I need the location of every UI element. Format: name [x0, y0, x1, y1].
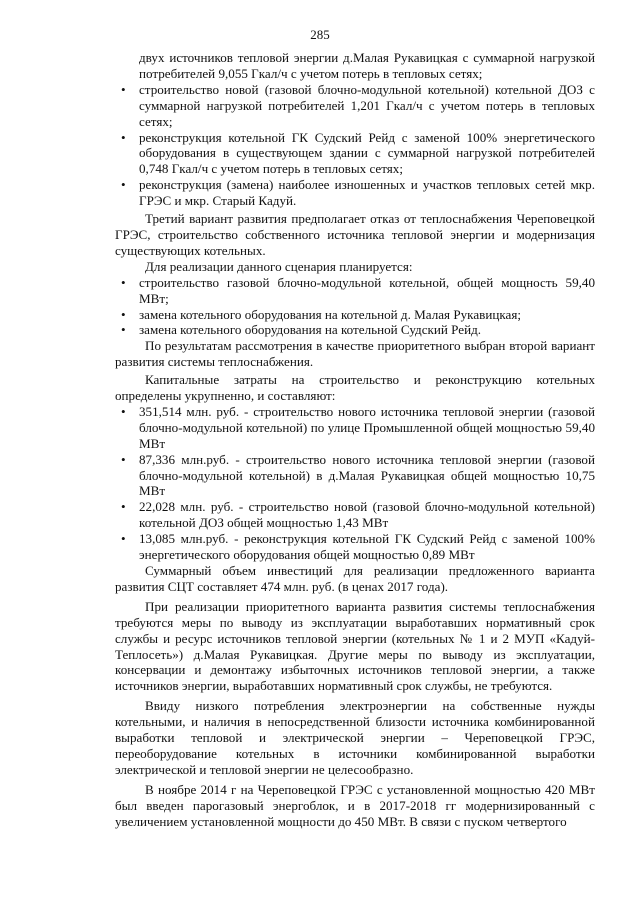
page-number: 285 [310, 27, 330, 42]
paragraph-continuation: двух источников тепловой энергии д.Малая Рукавицкая с суммарной нагрузкой потребителей 9,055 Гкал/ч с учетом потерь в тепловых сетях; [139, 50, 595, 81]
list-item: • реконструкция (замена) наиболее изношенных и участков тепловых сетей мкр. ГРЭС и мкр. Старый Кадуй. [115, 177, 595, 209]
list-item: • замена котельного оборудования на котельной д. Малая Рукавицкая; [115, 307, 595, 323]
list-item: • замена котельного оборудования на котельной Судский Рейд. [115, 322, 595, 338]
bullet-list-plan [115, 275, 595, 339]
paragraph-plan-intro: Для реализации данного сценария планируется: [145, 258, 413, 274]
paragraph-capex: Капитальные затраты на строительство и реконструкцию котельных определены укрупненно, и составляют: [115, 372, 595, 404]
document-body [115, 50, 595, 830]
bullet-list-capex [115, 404, 595, 563]
paragraph-result: По результатам рассмотрения в качестве приоритетного выбран второй вариант развития системы теплоснабжения. [115, 338, 595, 370]
list-item: • 13,085 млн.руб. - реконструкция котельной ГК Судский Рейд с заменой 100% энергетического оборудования общей мощностью 0,89 МВт [115, 531, 595, 563]
list-item: • реконструкция котельной ГК Судский Рейд с заменой 100% энергетического оборудования в существующем здании с суммарной нагрузкой потребителей 0,748 Гкал/ч с учетом потерь в тепловых сетях; [115, 130, 595, 178]
paragraph-priority-measures: При реализации приоритетного варианта развития системы теплоснабжения требуются меры по выводу из эксплуатации выработавших нормативный срок службы и ресурс источников тепловой энергии (котельных № 1 и 2 МУП «Кадуй-Теплосеть») д.Малая Рукавицкая. Другие меры по выводу из эксплуатации, консервации и демонтажу избыточных источников тепловой энергии, а также источников энергии, выработавших нормативный срок службы, не требуются. [115, 598, 595, 694]
list-item: • 351,514 млн. руб. - строительство нового источника тепловой энергии (газовой блочно-модульной котельной) по улице Промышленной общей мощностью 59,40 МВт [115, 404, 595, 452]
list-item: • строительство новой (газовой блочно-модульной котельной) котельной ДОЗ с суммарной нагрузкой потребителей 1,201 Гкал/ч с учетом потерь в тепловых сетях; [115, 82, 595, 130]
paragraph-low-consumption: Ввиду низкого потребления электроэнергии на собственные нужды котельными, и наличия в непосредственной близости источника комбинированной выработки тепловой и электрической энергии – Череповецкой ГРЭС, переоборудование котельных в источники комбинированной выработки электрической и тепловой энергии не целесообразно. [115, 698, 595, 777]
list-item: • 87,336 млн.руб. - строительство нового источника тепловой энергии (газовой блочно-модульной котельной) в д.Малая Рукавицкая общей мощностью 10,75 МВт [115, 452, 595, 500]
list-item: • строительство газовой блочно-модульной котельной, общей мощность 59,40 МВт; [115, 275, 595, 307]
bullet-list-options [115, 82, 595, 209]
list-item: • 22,028 млн. руб. - строительство новой (газовой блочно-модульной котельной) котельной ДОЗ общей мощностью 1,43 МВт [115, 499, 595, 531]
paragraph-third-option: Третий вариант развития предполагает отказ от теплоснабжения Череповецкой ГРЭС, строительство собственного источника тепловой энергии и модернизация существующих котельных. [115, 211, 595, 258]
paragraph-total-investment: Суммарный объем инвестиций для реализации предложенного варианта развития СЦТ составляет 474 млн. руб. (в ценах 2017 года). [115, 563, 595, 594]
paragraph-november-2014: В ноябре 2014 г на Череповецкой ГРЭС с установленной мощностью 420 МВт был введен парогазовый энергоблок, и в 2017-2018 гг модернизированный с увеличением установленной мощности до 450 МВт. В связи с пуском четвертого [115, 781, 595, 829]
